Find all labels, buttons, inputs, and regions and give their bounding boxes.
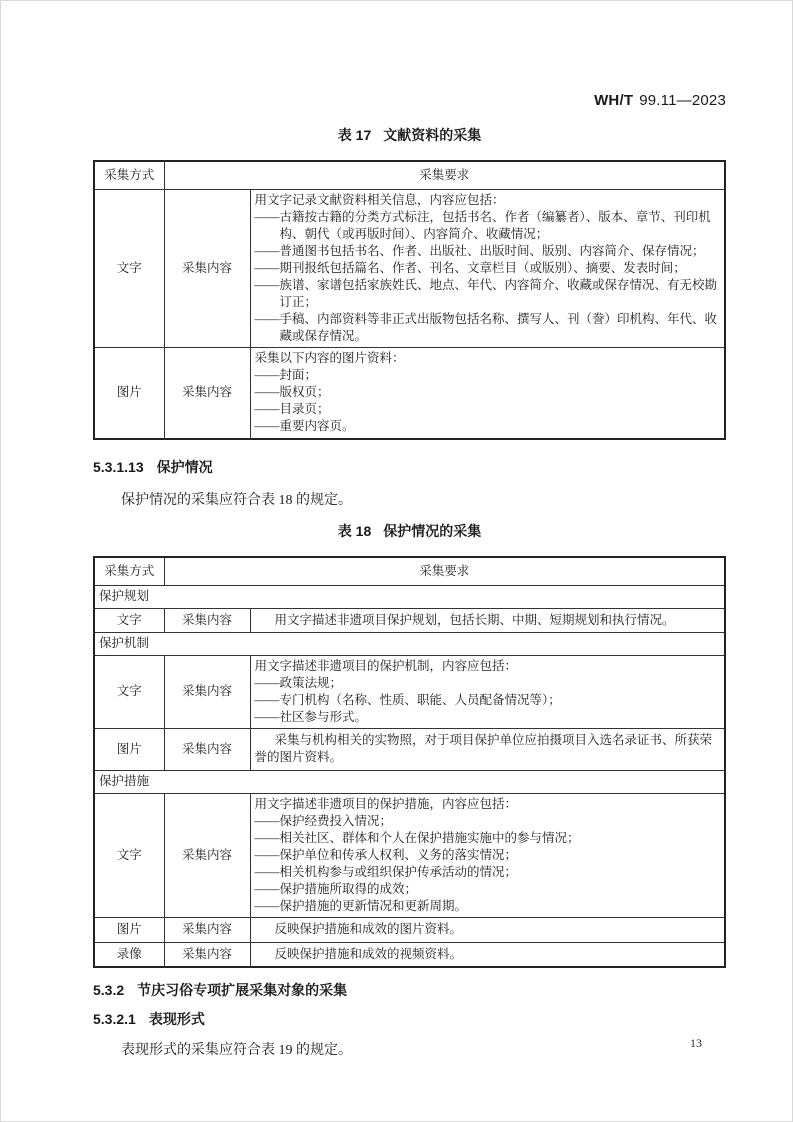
dash-item: ——族谱、家谱包括家族姓氏、地点、年代、内容简介、收藏或保存情况、有无校勘订正； xyxy=(254,277,718,309)
table-18-caption xyxy=(93,524,726,539)
requirement-intro: 用文字记录文献资料相关信息，内容应包括： xyxy=(254,192,505,207)
label-cell: 采集内容 xyxy=(164,942,250,967)
table-18-caption-label: 表 18 xyxy=(337,523,372,539)
dash-item: ——手稿、内部资料等非正式出版物包括名称、撰写人、刊（誊）印机构、年代、收藏或保存情况。 xyxy=(254,311,718,343)
method-cell: 图片 xyxy=(94,347,164,439)
method-cell: 文字 xyxy=(94,189,164,347)
table-18-caption-title: 保护情况的采集 xyxy=(383,523,482,539)
section-heading-5-3-1-13 xyxy=(93,460,726,475)
dash-item: ——目录页； xyxy=(254,402,330,417)
group-title: 保护措施 xyxy=(94,770,725,793)
dash-item: ——普通图书包括书名、作者、出版社、出版时间、版别、内容简介、保存情况； xyxy=(254,243,705,258)
dash-item: ——相关机构参与或组织保护传承活动的情况； xyxy=(254,864,518,879)
paragraph: 表现形式的采集应符合表 19 的规定。 xyxy=(121,1043,352,1058)
requirement-cell xyxy=(250,347,725,439)
table-row xyxy=(94,728,725,770)
standard-number xyxy=(93,93,726,109)
requirement-cell xyxy=(250,728,725,770)
method-cell: 文字 xyxy=(94,655,164,728)
column-header-method: 采集方式 xyxy=(94,557,164,585)
requirement-cell xyxy=(250,793,725,917)
table-row xyxy=(94,942,725,967)
dash-item: ——社区参与形式。 xyxy=(254,709,368,724)
table-row xyxy=(94,655,725,728)
dash-item: ——封面； xyxy=(254,368,318,383)
standard-edition: 99.11—2023 xyxy=(639,92,726,109)
dash-item: ——保护措施的更新情况和更新周期。 xyxy=(254,898,468,913)
dash-item: ——古籍按古籍的分类方式标注，包括书名、作者（编纂者）、版本、章节、刊印机构、朝代（或再版时间）、内容简介、收藏情况； xyxy=(254,209,711,241)
table-row xyxy=(94,347,725,439)
table-17 xyxy=(93,160,726,440)
label-cell: 采集内容 xyxy=(164,189,250,347)
requirement-cell xyxy=(250,655,725,728)
group-row xyxy=(94,770,725,793)
column-header-requirement: 采集要求 xyxy=(164,557,725,585)
label-cell: 采集内容 xyxy=(164,608,250,632)
requirement-cell xyxy=(250,917,725,942)
table-17-caption xyxy=(93,128,726,143)
dash-item: ——保护措施所取得的成效； xyxy=(254,881,418,896)
method-cell: 文字 xyxy=(94,793,164,917)
label-cell: 采集内容 xyxy=(164,347,250,439)
page-content xyxy=(1,93,792,1059)
dash-item: ——专门机构（名称、性质、职能、人员配备情况等）； xyxy=(254,692,561,707)
column-header-method: 采集方式 xyxy=(94,161,164,189)
group-row xyxy=(94,632,725,655)
section-number: 5.3.1.13 xyxy=(93,459,144,475)
dash-item: ——保护单位和传承人权利、义务的落实情况； xyxy=(254,847,518,862)
table-17-caption-title: 文献资料的采集 xyxy=(383,127,482,143)
table-18 xyxy=(93,556,726,968)
dash-item: ——保护经费投入情况； xyxy=(254,813,393,828)
label-cell: 采集内容 xyxy=(164,655,250,728)
requirement-text: 反映保护措施和成效的视频资料。 xyxy=(274,946,463,961)
table-18-header-row xyxy=(94,557,725,585)
paragraph: 保护情况的采集应符合表 18 的规定。 xyxy=(121,493,352,508)
requirement-intro: 用文字描述非遗项目的保护措施，内容应包括： xyxy=(254,796,518,811)
label-cell: 采集内容 xyxy=(164,728,250,770)
section-title: 表现形式 xyxy=(148,1011,205,1027)
requirement-intro: 用文字描述非遗项目的保护机制，内容应包括： xyxy=(254,658,518,673)
section-heading-5-3-2 xyxy=(93,983,726,998)
section-title: 节庆习俗专项扩展采集对象的采集 xyxy=(137,982,348,998)
requirement-cell xyxy=(250,608,725,632)
group-title: 保护规划 xyxy=(94,585,725,608)
page-number: 13 xyxy=(690,1036,702,1050)
table-row xyxy=(94,189,725,347)
requirement-text: 用文字描述非遗项目保护规划，包括长期、中期、短期规划和执行情况。 xyxy=(274,612,675,627)
dash-item: ——期刊报纸包括篇名、作者、刊名、文章栏目（或版别）、摘要、发表时间； xyxy=(254,260,686,275)
requirement-text: 反映保护措施和成效的图片资料。 xyxy=(274,922,463,936)
requirement-text: 采集与机构相关的实物照，对于项目保护单位应拍摄项目入选名录证书、所获荣誉的图片资料。 xyxy=(254,733,713,764)
requirement-cell xyxy=(250,942,725,967)
section-heading-5-3-2-1 xyxy=(93,1012,726,1027)
method-cell: 图片 xyxy=(94,917,164,942)
group-title: 保护机制 xyxy=(94,632,725,655)
section-title: 保护情况 xyxy=(156,459,213,475)
section-number: 5.3.2.1 xyxy=(93,1011,136,1027)
table-row xyxy=(94,917,725,942)
requirement-cell xyxy=(250,189,725,347)
column-header-requirement: 采集要求 xyxy=(164,161,725,189)
method-cell: 录像 xyxy=(94,942,164,967)
requirement-intro: 采集以下内容的图片资料： xyxy=(254,351,405,366)
table-row xyxy=(94,793,725,917)
label-cell: 采集内容 xyxy=(164,917,250,942)
group-row xyxy=(94,585,725,608)
table-row xyxy=(94,608,725,632)
section-number: 5.3.2 xyxy=(93,982,125,998)
method-cell: 文字 xyxy=(94,608,164,632)
method-cell: 图片 xyxy=(94,728,164,770)
dash-item: ——重要内容页。 xyxy=(254,419,355,434)
table-17-caption-label: 表 17 xyxy=(337,127,372,143)
dash-item: ——政策法规； xyxy=(254,675,343,690)
standard-code: WH/T xyxy=(594,92,634,109)
dash-item: ——相关社区、群体和个人在保护措施实施中的参与情况； xyxy=(254,830,580,845)
label-cell: 采集内容 xyxy=(164,793,250,917)
table-17-header-row xyxy=(94,161,725,189)
dash-item: ——版权页； xyxy=(254,385,330,400)
